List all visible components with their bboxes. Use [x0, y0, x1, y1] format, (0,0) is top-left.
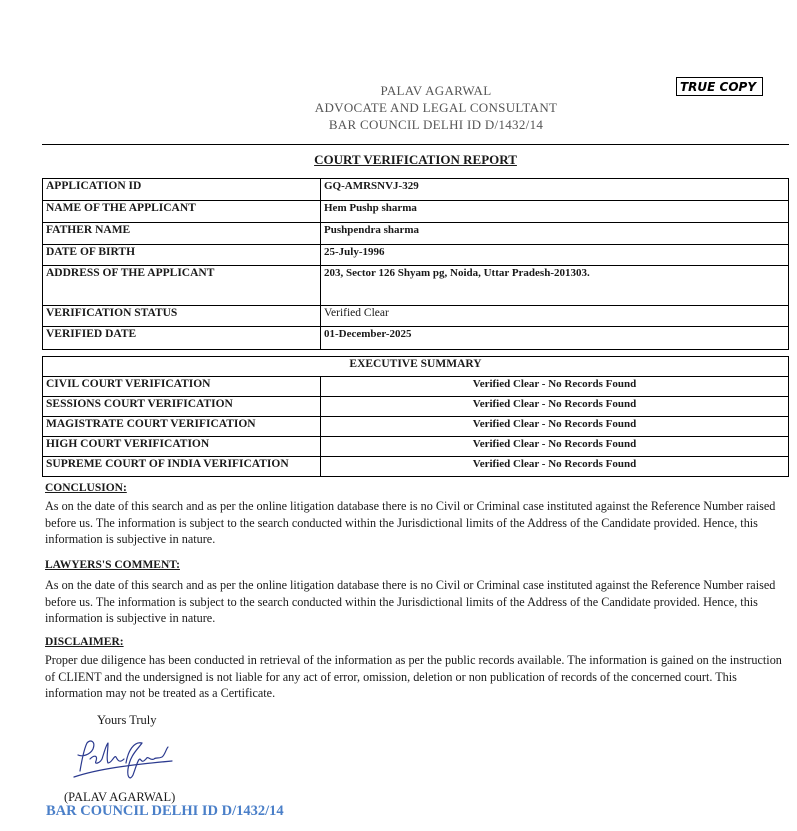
court-label: SESSIONS COURT VERIFICATION	[43, 397, 321, 417]
application-id-label: APPLICATION ID	[43, 179, 321, 201]
court-label: CIVIL COURT VERIFICATION	[43, 377, 321, 397]
advocate-bar-id: BAR COUNCIL DELHI ID D/1432/14	[328, 117, 544, 132]
disclaimer-text: Proper due diligence has been conducted in retrieval of the information as per the public records available. The information is gained on the instruction of CLIENT and the undersigned is not liable for any act of error, omission, deletion or non publication of records of the concerned court. This information may not be treated as a Certificate.	[45, 653, 782, 700]
table-row	[43, 306, 789, 327]
address-label: ADDRESS OF THE APPLICANT	[43, 266, 321, 306]
table-row	[43, 266, 789, 306]
table-row	[43, 457, 789, 477]
executive-summary-heading: EXECUTIVE SUMMARY	[43, 357, 789, 377]
court-result: Verified Clear - No Records Found	[321, 417, 789, 437]
table-row	[43, 357, 789, 377]
header-divider	[42, 144, 789, 145]
advocate-designation: ADVOCATE AND LEGAL CONSULTANT	[314, 100, 558, 115]
table-row	[43, 437, 789, 457]
verification-status-value: Verified Clear	[321, 306, 789, 327]
court-result: Verified Clear - No Records Found	[321, 397, 789, 417]
lawyers-comment-text: As on the date of this search and as per the online litigation database there is no Civil or Criminal case instituted against the Reference Number raised before us. The information is subject to the search conducted within the Jurisdictional limits of the Address of the Candidate provided. Hence, this information is subjective in nature.	[45, 578, 776, 625]
signature-image	[68, 737, 178, 788]
lawyers-comment-heading: LAWYERS'S COMMENT:	[45, 559, 180, 571]
table-row	[43, 201, 789, 223]
true-copy-stamp: TRUE COPY	[676, 77, 763, 96]
court-label: SUPREME COURT OF INDIA VERIFICATION	[43, 457, 321, 477]
table-row	[43, 179, 789, 201]
applicant-name-value: Hem Pushp sharma	[321, 201, 789, 223]
verified-date-value: 01-December-2025	[321, 327, 789, 350]
advocate-name: PALAV AGARWAL	[380, 83, 492, 98]
printed-name: (PALAV AGARWAL)	[64, 790, 176, 804]
court-result: Verified Clear - No Records Found	[321, 457, 789, 477]
address-value: 203, Sector 126 Shyam pg, Noida, Uttar Pradesh-201303.	[321, 266, 789, 306]
executive-summary-table	[42, 356, 789, 477]
table-row	[43, 245, 789, 266]
dob-label: DATE OF BIRTH	[43, 245, 321, 266]
salutation: Yours Truly	[97, 713, 157, 727]
applicant-details-table	[42, 178, 789, 350]
court-result: Verified Clear - No Records Found	[321, 377, 789, 397]
application-id-value: GQ-AMRSNVJ-329	[321, 179, 789, 201]
conclusion-heading: CONCLUSION:	[45, 482, 127, 494]
conclusion-text: As on the date of this search and as per the online litigation database there is no Civil or Criminal case instituted against the Reference Number raised before us. The information is subject to the search conducted within the Jurisdictional limits of the Address of the Candidate provided. Hence, this information is subjective in nature.	[45, 499, 776, 546]
table-row	[43, 223, 789, 245]
table-row	[43, 417, 789, 437]
report-title: COURT VERIFICATION REPORT	[314, 152, 517, 167]
table-row	[43, 377, 789, 397]
father-name-value: Pushpendra sharma	[321, 223, 789, 245]
disclaimer-heading: DISCLAIMER:	[45, 636, 124, 648]
father-name-label: FATHER NAME	[43, 223, 321, 245]
table-row	[43, 327, 789, 350]
applicant-name-label: NAME OF THE APPLICANT	[43, 201, 321, 223]
court-label: MAGISTRATE COURT VERIFICATION	[43, 417, 321, 437]
court-result: Verified Clear - No Records Found	[321, 437, 789, 457]
dob-value: 25-July-1996	[321, 245, 789, 266]
court-label: HIGH COURT VERIFICATION	[43, 437, 321, 457]
table-row	[43, 397, 789, 417]
verification-status-label: VERIFICATION STATUS	[43, 306, 321, 327]
closing-bar-id: BAR COUNCIL DELHI ID D/1432/14	[46, 803, 284, 819]
verified-date-label: VERIFIED DATE	[43, 327, 321, 350]
